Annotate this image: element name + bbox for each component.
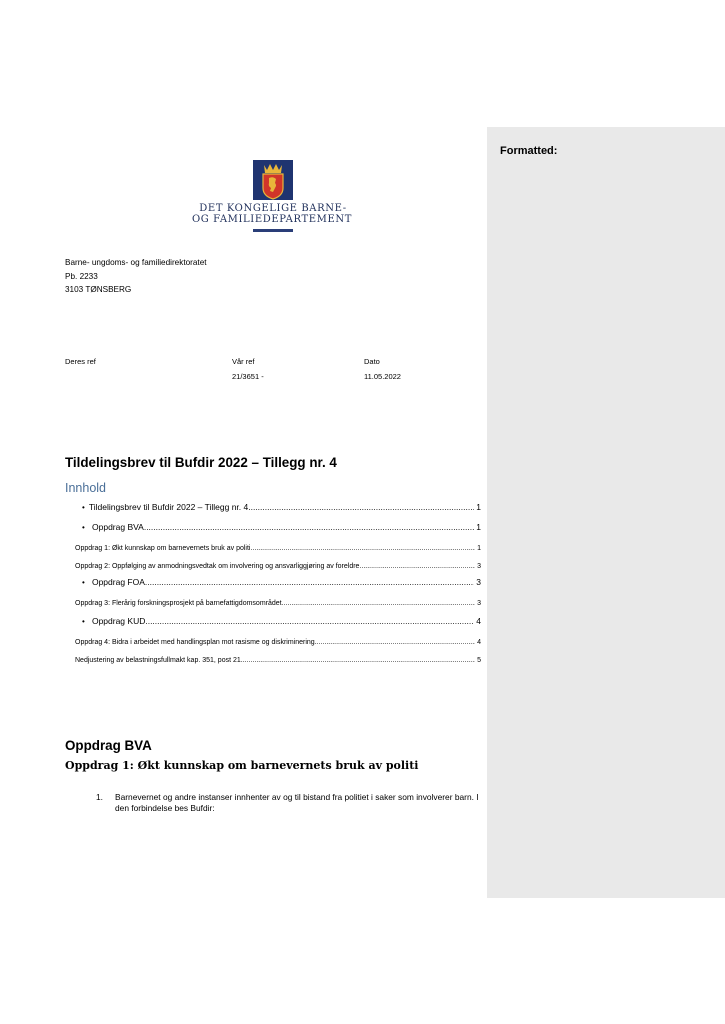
- dato-value: 11.05.2022: [364, 372, 401, 381]
- deres-ref-label: Deres ref: [65, 357, 96, 366]
- list-number: 1.: [96, 792, 103, 802]
- toc-page-number: 3: [476, 577, 481, 587]
- toc-page-number: 1: [476, 522, 481, 532]
- toc-leader: [315, 639, 475, 646]
- toc-page-number: 3: [477, 600, 481, 607]
- var-ref: [232, 354, 264, 384]
- toc-entry[interactable]: [75, 633, 481, 646]
- list-item-text: Barnevernet og andre instanser innhenter av og til bistand fra politiet i saker som involverer barn. I den forbindelse bes Bufdir:: [115, 792, 479, 813]
- deres-ref: [65, 354, 96, 369]
- address-line: Barne- ungdoms- og familiedirektoratet: [65, 258, 207, 267]
- bullet: •: [82, 578, 85, 587]
- comments-pane: [487, 127, 725, 898]
- toc-entry[interactable]: [75, 651, 481, 664]
- toc-entry-text: Tildelingsbrev til Bufdir 2022 – Tillegg nr. 4: [88, 502, 249, 512]
- toc-entry-text: Oppdrag BVA: [92, 522, 144, 532]
- toc-entry-text: Oppdrag 1: Økt kunnskap om barnevernets bruk av politi: [75, 545, 251, 552]
- toc-page-number: 1: [476, 502, 481, 512]
- address-line: Pb. 2233: [65, 271, 98, 281]
- toc-leader: [144, 522, 474, 532]
- recipient-address: [65, 256, 207, 297]
- toc-entry-text: Nedjustering av belastningsfullmakt kap. 351, post 21: [75, 657, 241, 664]
- toc-entry[interactable]: [82, 613, 481, 626]
- toc-leader: [282, 600, 475, 607]
- address-line: 3103 TØNSBERG: [65, 285, 132, 294]
- toc-entry[interactable]: [75, 539, 481, 552]
- var-ref-label: Vår ref: [232, 357, 255, 366]
- toc-page-number: 1: [477, 545, 481, 552]
- toc-entry[interactable]: [82, 519, 481, 532]
- dato: [364, 354, 401, 384]
- toc-entry-text: Oppdrag 3: Flerårig forskningsprosjekt på barnefattigdomsområdet: [75, 600, 282, 607]
- comments-pane-title: Formatted:: [500, 145, 558, 157]
- department-name-line1: DET KONGELIGE BARNE-: [199, 203, 347, 214]
- toc-leader: [145, 577, 474, 587]
- toc-page-number: 5: [477, 657, 481, 664]
- toc-entry[interactable]: [82, 499, 481, 512]
- bullet: •: [82, 523, 85, 532]
- toc-entry[interactable]: [82, 574, 481, 587]
- section-heading: Oppdrag BVA: [65, 738, 152, 753]
- toc-entry[interactable]: [75, 557, 481, 570]
- toc-leader: [248, 502, 474, 512]
- toc-leader: [145, 616, 474, 626]
- toc-leader: [250, 545, 475, 552]
- toc-page-number: 4: [477, 639, 481, 646]
- subsection-heading: Oppdrag 1: Økt kunnskap om barnevernets bruk av politi: [65, 759, 419, 772]
- department-name-line2: OG FAMILIEDEPARTEMENT: [192, 214, 352, 225]
- toc-leader: [241, 657, 475, 664]
- logo-divider: [253, 229, 293, 232]
- document-title: Tildelingsbrev til Bufdir 2022 – Tillegg nr. 4: [65, 455, 337, 470]
- toc-page-number: 3: [477, 563, 481, 570]
- toc-entry-text: Oppdrag KUD: [91, 616, 146, 626]
- toc-page-number: 4: [476, 616, 481, 626]
- toc-heading: Innhold: [65, 481, 107, 495]
- toc-entry[interactable]: [75, 594, 481, 607]
- var-ref-value: 21/3651 -: [232, 372, 264, 381]
- toc-entry-text: Oppdrag 2: Oppfølging av anmodningsvedtak om involvering og ansvarliggjøring av foreldre: [75, 563, 360, 570]
- bullet: •: [82, 503, 85, 512]
- dato-label: Dato: [364, 357, 380, 366]
- numbered-list-item: [96, 792, 488, 814]
- toc-entry-text: Oppdrag FOA: [91, 577, 145, 587]
- toc-leader: [359, 563, 475, 570]
- toc-entry-text: Oppdrag 4: Bidra i arbeidet med handlingsplan mot rasisme og diskriminering: [75, 639, 315, 646]
- bullet: •: [82, 617, 85, 626]
